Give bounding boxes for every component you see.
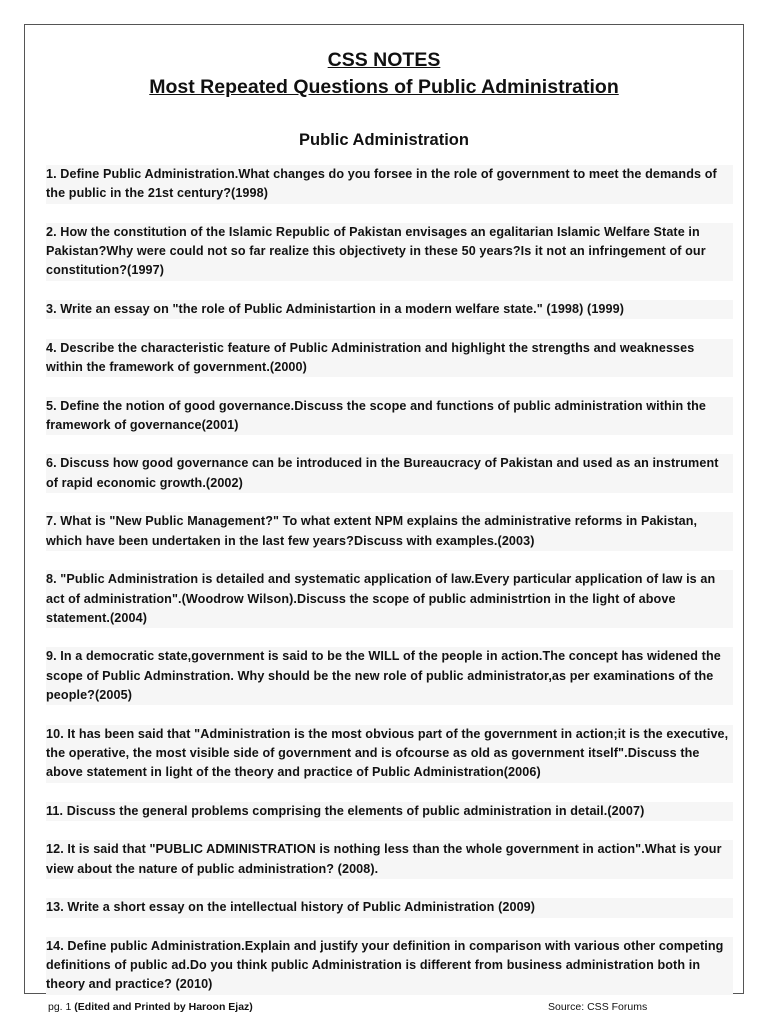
page-frame <box>24 24 744 994</box>
question-item: 6. Discuss how good governance can be introduced in the Bureaucracy of Pakistan and used as an instrument of rapid economic growth.(2002) <box>46 454 733 493</box>
question-item: 7. What is "New Public Management?" To what extent NPM explains the administrative reforms in Pakistan, which have been undertaken in the last few years?Discuss with examples.(2003) <box>46 512 733 551</box>
question-item: 5. Define the notion of good governance.Discuss the scope and functions of public administration within the framework of governance(2001) <box>46 397 733 436</box>
title-line-2: Most Repeated Questions of Public Administration <box>149 76 619 98</box>
question-item: 3. Write an essay on "the role of Public Administartion in a modern welfare state." (1998) (1999) <box>46 300 733 319</box>
question-list <box>46 165 733 995</box>
document-title <box>25 47 743 101</box>
question-item: 14. Define public Administration.Explain and justify your definition in comparison with various other competing definitions of public ad.Do you think public Administration is different from business administration both in theory and practice? (2010) <box>46 937 733 995</box>
question-item: 8. "Public Administration is detailed and systematic application of law.Every particular application of law is an act of administration".(Woodrow Wilson).Discuss the scope of public administrtion in the light of above statement.(2004) <box>46 570 733 628</box>
page-footer <box>48 1001 253 1013</box>
page-number: pg. 1 <box>48 1001 75 1013</box>
footer-source: Source: CSS Forums <box>548 1001 648 1013</box>
question-item: 9. In a democratic state,government is said to be the WILL of the people in action.The concept has widened the scope of Public Adminstration. Why should be the new role of public administrator,as per examinations of the people?(2005) <box>46 647 733 705</box>
question-item: 11. Discuss the general problems comprising the elements of public administration in detail.(2007) <box>46 802 733 821</box>
question-item: 13. Write a short essay on the intellectual history of Public Administration (2009) <box>46 898 733 917</box>
question-item: 2. How the constitution of the Islamic Republic of Pakistan envisages an egalitarian Islamic Welfare State in Pakistan?Why were could not so far realize this objectivety in these 50 years?Is it not an infringement of our constitution?(1997) <box>46 223 733 281</box>
question-item: 10. It has been said that "Administration is the most obvious part of the government in action;it is the executive, the operative, the most visible side of government and is ofcourse as old as government itself".Discuss the above statement in light of the theory and practice of Public Administration(2006) <box>46 725 733 783</box>
question-item: 1. Define Public Administration.What changes do you forsee in the role of government to meet the demands of the public in the 21st century?(1998) <box>46 165 733 204</box>
question-item: 12. It is said that "PUBLIC ADMINISTRATION is nothing less than the whole government in action".What is your view about the nature of public administration? (2008). <box>46 840 733 879</box>
section-heading: Public Administration <box>299 131 469 149</box>
footer-credit: (Edited and Printed by Haroon Ejaz) <box>74 1001 253 1013</box>
title-line-1: CSS NOTES <box>327 49 441 71</box>
question-item: 4. Describe the characteristic feature of Public Administration and highlight the strengths and weaknesses within the framework of government.(2000) <box>46 339 733 378</box>
